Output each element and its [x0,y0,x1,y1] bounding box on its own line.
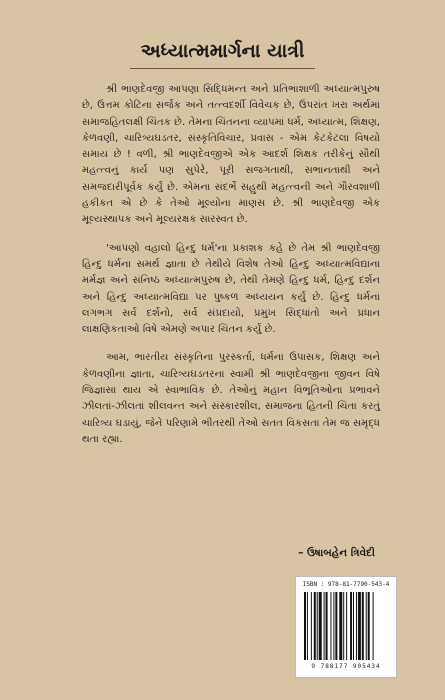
paragraph-1: શ્રી ભાણદેવજી આપણા સિદ્ધિમન્ત અને પ્રતિભાશાળી અધ્યાત્મપુરુષ છે, ઉત્તમ કોટિના સર્જક અને તત્ત્વદર્શી વિવેચક છે, ઉપરાંત ખરા અર્થમાં સમાજહિતલક્ષી ચિંતક છે. તેમના ચિંતનના વ્યાપમાં ધર્મ, અધ્યાત્મ, શિક્ષણ, કેળવણી, ચારિત્ર્યઘડતર, સંસ્કૃતિવિચાર, પ્રવાસ - એમ કેટકેટલા વિષયો સમાય છે ! વળી, શ્રી ભાણદેવજીએ એક આદર્શ શિક્ષક તરીકેનું સૌથી મહત્ત્વનું કાર્ય પણ સુપેરે, પૂરી સજગતાથી, સભાનતાથી અને સમજદારીપૂર્વક કર્યું છે. એમના સંદર્ભે સહુથી મહત્ત્વની અને ગૌરવશાળી હકીકત એ છે કે તેઓ મૂલ્યોના માણસ છે. શ્રી ભાણદેવજી એક મૂલ્યસ્થાપક અને મૂલ્યરક્ષક સારસ્વત છે. [82,84,380,226]
title-underline [130,68,315,69]
page-title: અધ્યાત્મમાર્ગના યાત્રી [140,40,305,62]
body-text [82,82,380,460]
barcode-digits: 9 788177 905434 [311,663,381,670]
paragraph-3: આમ, ભારતીય સંસ્કૃતિના પુરસ્કર્તા, ધર્મના ઉપાસક, શિક્ષણ અને કેળવણીના જ્ઞાતા, ચારિત્ર્યઘડતરના સ્વામી શ્રી ભાણદેવજીના જીવન વિષે જિજ્ઞાસા થાય એ સ્વાભાવિક છે. તેઓનું મહાન વિભૂતિઓના પ્રભાવને ઝીલતાં-ઝીલતાં શીલવન્ત અને સંસ્કારશીલ, સમાજના હિતની ચિંતા કરતું ચારિત્ર્ય ઘડાયું, જેને પરિણામે ભીતરથી તેઓ સતત વિકસતા તેમ જ સમૃદ્ધ થતા રહ્યા. [82,352,380,445]
paragraph-2: 'આપણો વહાલો હિન્દુ ધર્મ'ના પ્રકાશક કહે છે તેમ શ્રી ભાણદેવજી હિન્દુ ધર્મના સમર્થ જ્ઞાતા છે તેથીયે વિશેષ તેઓ હિન્દુ અધ્યાત્મવિદ્યાના મર્મજ્ઞ અને સંનિષ્ઠ અધ્યાત્મપુરુષ છે, તેથી તેમણે હિન્દુ ધર્મ, હિન્દુ દર્શન અને હિન્દુ અધ્યાત્મવિદ્યા પર પુષ્કળ અધ્યયન કર્યું છે. હિન્દુ ધર્મનાં લગભગ સર્વ દર્શનો, સર્વ સંપ્રદાયો, પ્રમુખ સિદ્ધાંતો અને પ્રધાન લાક્ષણિકતાઓ વિષે એમણે અપાર ચિંતન કર્યું છે. [82,242,380,336]
barcode-icon [304,592,388,660]
isbn-text: ISBN : 978-81-7790-543-4 [302,581,390,588]
author-signature: – ઉષાબહેન ત્રિવેદી [298,547,375,559]
barcode-label [295,576,397,678]
